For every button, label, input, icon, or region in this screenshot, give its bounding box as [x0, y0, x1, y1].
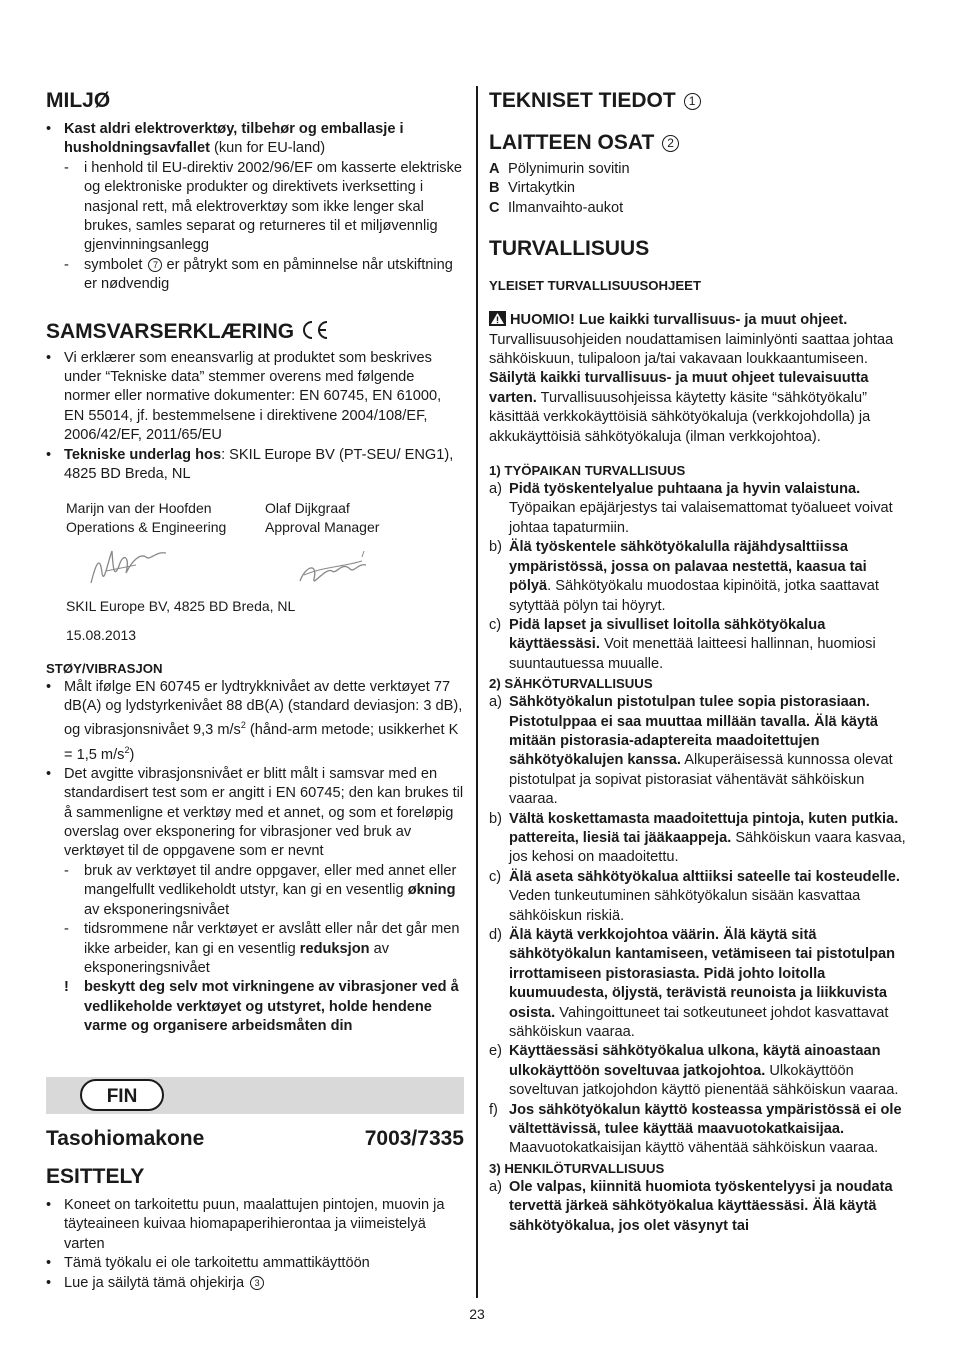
list-item: A Pölynimurin sovitin: [489, 161, 630, 177]
list-item: - bruk av verktøyet til andre oppgaver, eller med annet eller mangelfullt vedlikeholdt utstyr, kan gi en vesentlig økning av eksponeringsnivået: [64, 862, 457, 918]
list-item: a) Sähkötyökalun pistotulpan tulee sopia pistorasiaan. Pistotulppaa ei saa muuttaa millään tavalla. Älä käytä mitään pistorasia-adaptereita maadoitettujen sähkötyökalujen kanssa. Alkuperäisessä kunnossa olevat pistotulpat ja sopivat pistorasiat vähentävät sähköiskun vaaraa.: [489, 694, 893, 808]
fin-section: [46, 1126, 464, 1293]
list-item: • Tekniske underlag hos: SKIL Europe BV (PT-SEU/ ENG1), 4825 BD Breda, NL: [46, 446, 454, 483]
list-item: • Det avgitte vibrasjonsnivået er blitt målt i samsvar med en standardisert test som er angitt i EN 60745; den kan brukes til å sammenligne et verktøy med et annet, og som et foreløpig overslag over eksponering for vibrasjoner ved bruk av verktøyet til de oppgavene som er nevnt: [46, 765, 464, 860]
left-column: [46, 88, 464, 1037]
subsection-title: 3) HENKILÖTURVALLISUUS: [489, 1160, 665, 1176]
list-item: • Koneet on tarkoitettu puun, maalattujen pintojen, muovin ja täyteaineen kuivaa hiomapaperihierontaa ja viimeistelyä varten: [46, 1197, 445, 1252]
product-title: Tasohiomakone: [46, 1127, 205, 1150]
figure-ref-badge: 7: [148, 258, 162, 272]
signature-2-image: [292, 547, 382, 597]
model-title-row: [46, 1126, 464, 1152]
model-number: 7003/7335: [364, 1127, 464, 1150]
parts-list: [489, 160, 910, 218]
list-item: a) Pidä työskentelyalue puhtaana ja hyvin valaistuna. Työpaikan epäjärjestys tai valaisemattomat työalueet voivat johtaa tapaturmiin.: [489, 481, 893, 536]
signatures: [46, 537, 464, 597]
language-badge: FIN: [80, 1079, 164, 1111]
figure-ref-badge: 3: [250, 1276, 264, 1290]
right-column: [489, 88, 910, 1236]
ce-mark-icon: [300, 320, 330, 340]
section-title-stoy: STØY/VIBRASJON: [46, 660, 163, 676]
warning-icon: [489, 311, 506, 326]
section-title-tekniset: TEKNISET TIEDOT 1: [489, 88, 910, 114]
section-title-samsvar: SAMSVARSERKLÆRING: [46, 319, 464, 345]
list-item: a) Ole valpas, kiinnitä huomiota työskentelyysi ja noudata tervettä järkeä sähkötyökalua käyttäessäsi. Älä käytä sähkötyökalua, jos olet väsynyt tai: [489, 1178, 893, 1234]
column-divider: [476, 86, 478, 1298]
list-item: - i henhold til EU-direktiv 2002/96/EF om kasserte elektriske og elektroniske produkter og direktivets iverksetting i nasjonal rett, må elektroverktøy som ikke lenger skal brukes, samles separat og returneres til et miljøvennlig gjenvinningsanlegg: [64, 159, 462, 254]
list-item: C Ilmanvaihto-aukot: [489, 199, 624, 216]
list-item: - symbolet 7 er påtrykt som en påminnelse når utskiftning er nødvendig: [64, 256, 453, 293]
list-item: - tidsrommene når verktøyet er avslått eller når det går men ikke arbeider, kan gi en vesentlig reduksjon av eksponeringsnivået: [64, 921, 460, 976]
list-item: c) Pidä lapset ja sivulliset loitolla sähkötyökalua käyttäessäsi. Voit menettää laitteesi hallinnan, huomiosi suuntautuessa muualle.: [489, 616, 876, 672]
list-item: • Lue ja säilytä tämä ohjekirja 3: [46, 1274, 464, 1293]
signature-1-image: [86, 543, 176, 593]
section-title-turvallisuus: TURVALLISUUS: [489, 237, 650, 261]
list-item: b) Älä työskentele sähkötyökalulla räjähdysalttiissa ympäristössä, jossa on palavaa nestettä, kaasua tai pölyä. Sähkötyökalu muodostaa kipinöitä, jotka saattavat sytyttää pölyn tai höyryt.: [489, 539, 879, 614]
list-item: • Kast aldri elektroverktøy, tilbehør og emballasje i husholdningsavfallet (kun for EU-land): [46, 121, 404, 157]
subsection-title: 2) SÄHKÖTURVALLISUUS: [489, 676, 653, 692]
list-item: f) Jos sähkötyökalun käyttö kosteassa ympäristössä ei ole vältettävissä, tulee käyttää maavuotokatkaisijaa. Maavuotokatkaisijan käyttö vähentää sähköiskun vaaraa.: [489, 1101, 902, 1157]
language-bar: [46, 1077, 464, 1114]
subsection-title: YLEISET TURVALLISUUSOHJEET: [489, 278, 702, 294]
figure-ref-badge: 2: [662, 135, 679, 152]
signatory-name: Marijn van der Hoofden: [66, 499, 212, 516]
list-item: • Målt ifølge EN 60745 er lydtrykknivået av dette verktøyet 77 dB(A) og lydstyrkenivået 88 dB(A) (standard deviasjon: 3 dB), og vibrasjonsnivået 9,3 $m/s^2$ (hånd-arm metode; usikkerhet K = 1,5 $m/s^2$): [46, 678, 463, 763]
general-warning-paragraph: HUOMIO! Lue kaikki turvallisuus- ja muut ohjeet. Turvallisuusohjeiden noudattamisen laiminlyönti saattaa johtaa sähköiskuun, tulipaloon ja/tai vakavaan loukkaantumiseen. Säilytä kaikki turvallisuus- ja muut ohjeet tulevaisuutta varten. Turvallisuusohjeissa käytetty käsite “sähkötyökalu” käsittää verkkokäyttöisiä sähkötyökaluja (verkkojohdolla) ja akkukäyttöisiä sähkötyökaluja (ilman verkkojohtoa).: [489, 312, 894, 445]
figure-ref-badge: 1: [684, 93, 701, 110]
signatory-role: Approval Manager: [265, 518, 380, 535]
signatories: [46, 499, 464, 537]
signatory-name: Olaf Dijkgraaf: [265, 499, 350, 516]
declaration-date: 15.08.2013: [66, 626, 137, 643]
list-item: ! beskytt deg selv mot virkningene av vibrasjoner ved å vedlikeholde verktøyet og utstyret, holde hendene varme og organisere arbeidsmåten din: [64, 979, 459, 1035]
list-item: d) Älä käytä verkkojohtoa väärin. Älä käytä sitä sähkötyökalun kantamiseen, vetämiseen tai pistotulpan irrottamiseen pistorasiasta. Pidä johto loitolla kuumuudesta, öljystä, terävistä reunoista ja liikkuvista osista. Vahingoittuneet tai sotkeutuneet johdot kasvattavat sähköiskun vaaraa.: [489, 927, 896, 1041]
company-address: SKIL Europe BV, 4825 BD Breda, NL: [66, 597, 296, 614]
list-item: • Tämä työkalu ei ole tarkoitettu ammattikäyttöön: [46, 1255, 370, 1272]
list-item: e) Käyttäessäsi sähkötyökalua ulkona, käytä ainoastaan ulkokäyttöön soveltuvaa jatkojohtoa. Ulkokäyttöön soveltuvan jatkojohdon käyttö pienentää sähköiskun vaaraa.: [489, 1043, 899, 1099]
section-title-osat: LAITTEEN OSAT 2: [489, 130, 910, 156]
section-title-esittely: ESITTELY: [46, 1165, 145, 1188]
list-item: b) Vältä koskettamasta maadoitettuja pintoja, kuten putkia. pattereita, liesiä tai jääkaappeja. Sähköiskun vaara kasvaa, jos kehosi on maadoitettu.: [489, 810, 906, 866]
list-item: • Vi erklærer som eneansvarlig at produktet som beskrives under “Tekniske data” stemmer overens med følgende normer eller normative dokumenter: EN 60745, EN 61000, EN 55014, jf. bestemmelsene i direktivene 2004/108/EF, 2006/42/EF, 2011/65/EU: [46, 349, 442, 444]
list-item: B Virtakytkin: [489, 180, 576, 197]
list-item: c) Älä aseta sähkötyökalua alttiiksi sateelle tai kosteudelle. Veden tunkeutuminen sähkötyökalun sisään kasvattaa sähköiskun riskiä.: [489, 868, 900, 924]
signatory-role: Operations & Engineering: [66, 518, 227, 535]
page-number: 23: [469, 1306, 485, 1322]
subsection-title: 1) TYÖPAIKAN TURVALLISUUS: [489, 463, 686, 479]
section-title-miljo: MILJØ: [46, 89, 111, 112]
